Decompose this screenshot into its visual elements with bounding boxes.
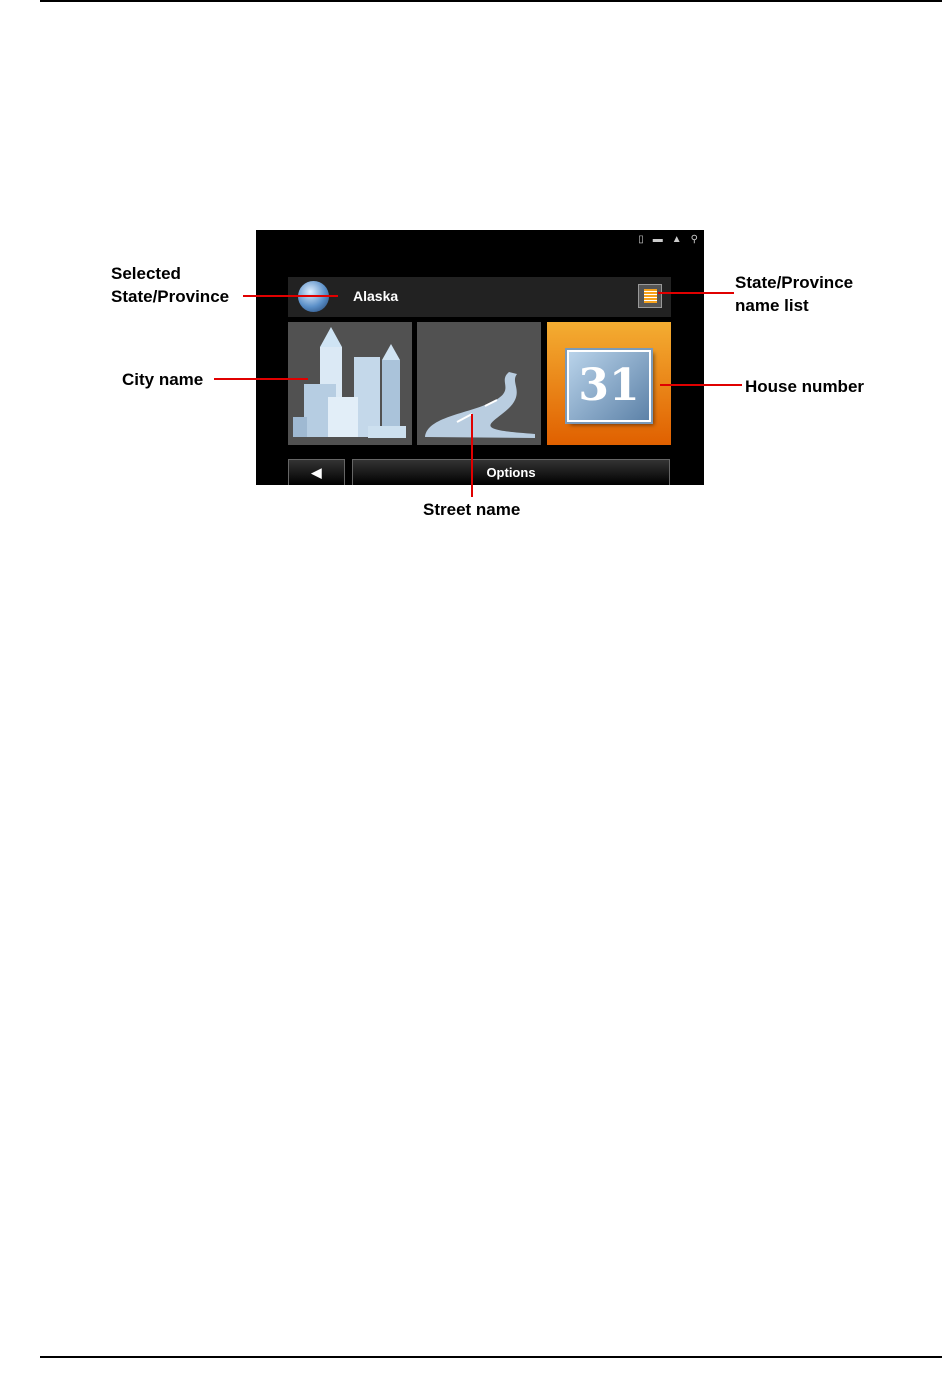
callout-line — [243, 295, 338, 297]
device-screenshot — [256, 230, 704, 485]
house-number-plate-icon: 31 — [567, 350, 651, 422]
house-number-button[interactable] — [547, 322, 671, 445]
callout-line — [214, 378, 308, 380]
callout-selected-state: Selected State/Province — [111, 264, 230, 306]
callout-state-list: State/Province name list — [735, 273, 854, 315]
callout-city: City name — [122, 370, 204, 389]
state-list-button[interactable] — [638, 284, 662, 308]
warning-icon: ▲ — [671, 234, 682, 245]
bottom-rule — [40, 1356, 942, 1358]
state-name: Alaska — [353, 288, 399, 304]
gps-icon: ⚲ — [690, 234, 698, 245]
phone-icon: ▯ — [638, 234, 644, 245]
callout-line — [471, 414, 473, 497]
callout-line — [660, 384, 742, 386]
status-bar — [638, 234, 698, 245]
top-rule — [40, 0, 942, 2]
battery-icon: ▬ — [652, 234, 663, 245]
callout-line — [658, 292, 734, 294]
city-button[interactable] — [288, 322, 412, 445]
list-icon — [644, 289, 657, 303]
state-bar[interactable] — [288, 277, 671, 317]
back-button[interactable] — [288, 459, 345, 485]
street-button[interactable] — [417, 322, 541, 445]
callout-street: Street name — [423, 500, 521, 519]
city-icon — [288, 322, 412, 445]
triangle-left-icon: ◀ — [311, 465, 322, 480]
callout-house: House number — [745, 377, 865, 396]
options-button[interactable]: Options — [352, 459, 670, 485]
road-icon — [417, 322, 541, 445]
